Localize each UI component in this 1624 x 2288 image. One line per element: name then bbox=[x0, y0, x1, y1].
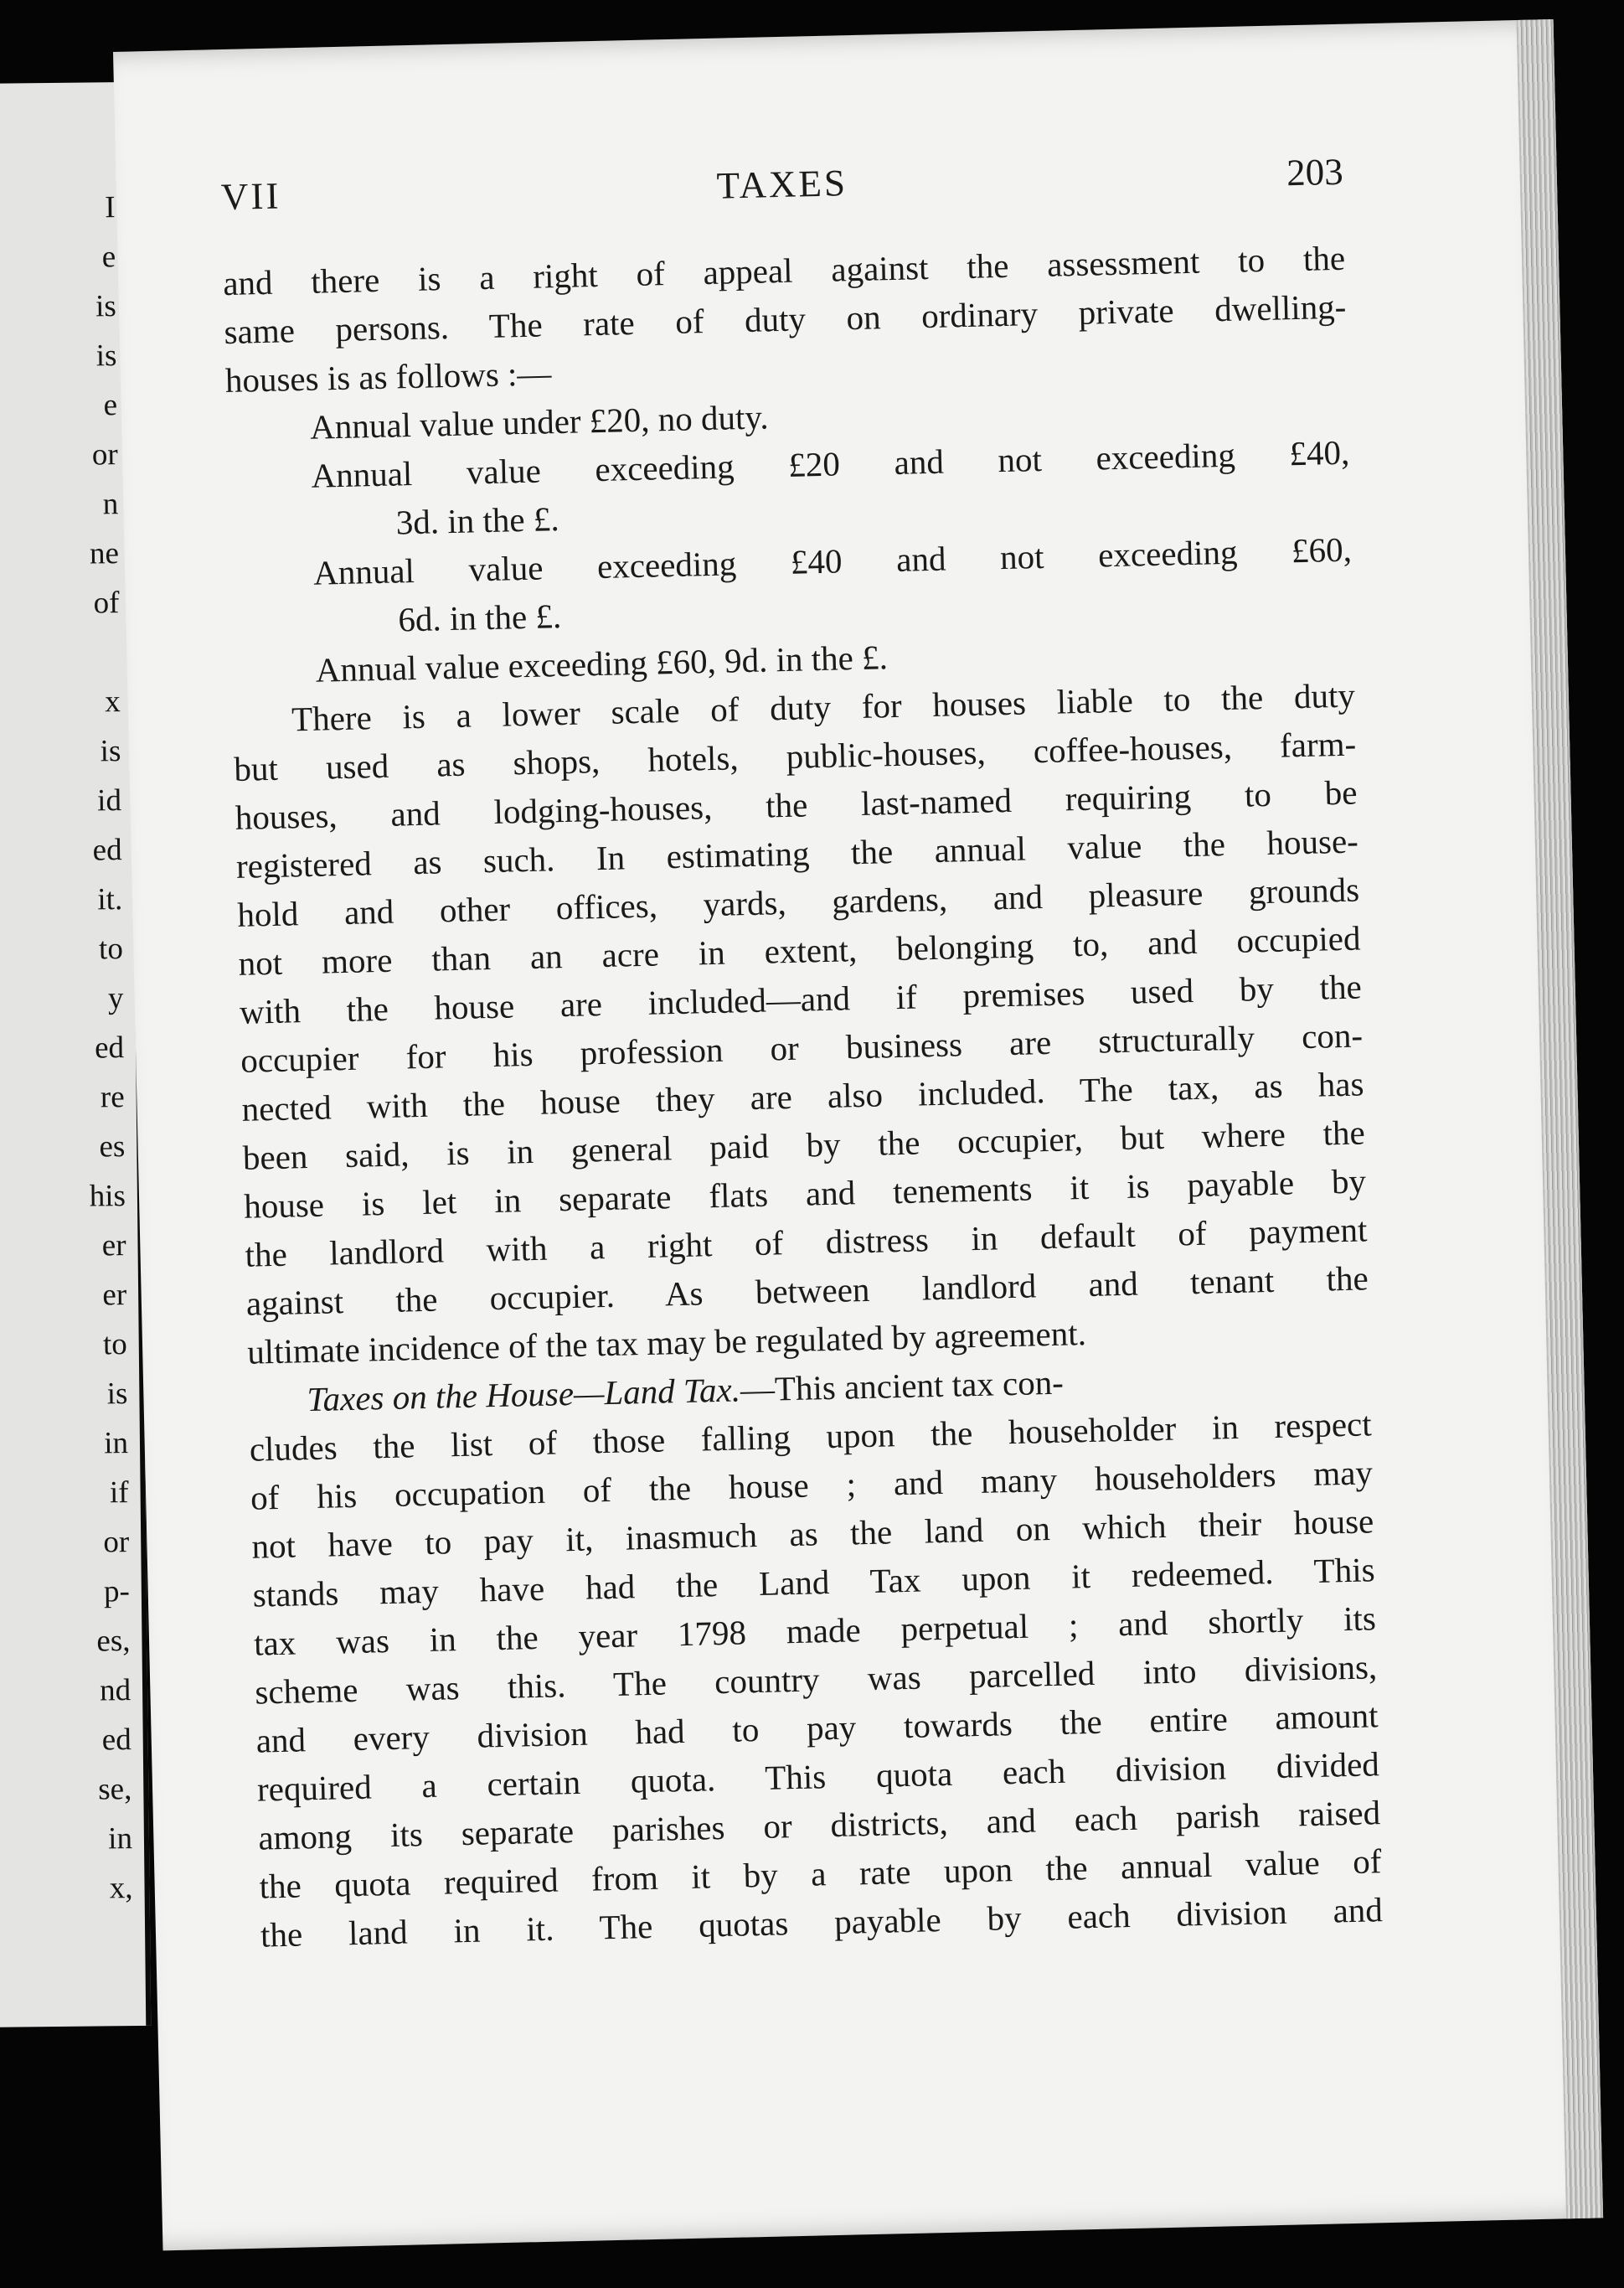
facing-page-fragment: e bbox=[101, 240, 116, 275]
text-line: not more than an acre in extent, belonging to, and occupied bbox=[238, 918, 1361, 983]
text-line: and every division had to pay towards the entire amount bbox=[255, 1696, 1379, 1760]
page-edge bbox=[1517, 19, 1604, 2218]
facing-page-fragment: his bbox=[89, 1179, 126, 1214]
text-line: been said, is in general paid by the occupier, but where the bbox=[242, 1113, 1366, 1177]
facing-page-fragment: n bbox=[102, 487, 119, 522]
facing-page-fragment: if bbox=[109, 1475, 129, 1511]
facing-page-fragment: of bbox=[93, 586, 120, 621]
text-line: Annual value exceeding £60, 9d. in the £. bbox=[315, 638, 889, 689]
facing-page-fragment: ed bbox=[94, 1030, 125, 1066]
text-line: houses is as follows :— bbox=[224, 354, 552, 400]
facing-page-fragment: er bbox=[101, 1228, 126, 1263]
facing-page-fragment: x, bbox=[109, 1871, 133, 1906]
text-line: ultimate incidence of the tax may be regulated by agreement. bbox=[246, 1314, 1087, 1371]
facing-page-fragment: y bbox=[107, 981, 124, 1016]
section-lead: —This ancient tax con- bbox=[740, 1362, 1065, 1409]
text-line: the landlord with a right of distress in default of payment bbox=[245, 1210, 1368, 1274]
facing-page-fragment: is bbox=[95, 289, 117, 324]
facing-page-fragment: e bbox=[103, 388, 118, 423]
facing-page-fragment: es, bbox=[96, 1624, 131, 1659]
text-line: among its separate parishes or districts, and each parish raised bbox=[257, 1793, 1381, 1857]
text-line: with the house are included—and if premises used by the bbox=[239, 967, 1363, 1031]
text-line: Annual value exceeding £40 and not exceeding £60, bbox=[312, 529, 1353, 592]
text-line: the quota required from it by a rate upon the annual value of bbox=[259, 1841, 1382, 1906]
facing-page-fragment: or bbox=[103, 1525, 130, 1560]
facing-page-fragment: to bbox=[102, 1327, 127, 1362]
section-heading: Taxes on the House—Land Tax. bbox=[307, 1370, 741, 1419]
text-line: tax was in the year 1798 made perpetual ; and shortly its bbox=[253, 1599, 1377, 1663]
facing-page-fragment: x bbox=[105, 684, 121, 720]
facing-page-fragment: se, bbox=[98, 1772, 132, 1807]
facing-page-fragment: p- bbox=[103, 1574, 131, 1609]
text-line: and there is a right of appeal against the assessment to the bbox=[222, 238, 1346, 303]
facing-page-fragment: in bbox=[104, 1426, 129, 1461]
facing-page-fragment: es bbox=[99, 1129, 126, 1165]
facing-page-fragment: or bbox=[91, 437, 118, 473]
facing-page-fragment: is bbox=[95, 338, 117, 374]
text-line: same persons. The rate of duty on ordinary private dwelling- bbox=[224, 287, 1347, 352]
text-line: cludes the list of those falling upon the householder in respect bbox=[249, 1404, 1373, 1469]
text-line: Annual value under £20, no duty. bbox=[309, 397, 769, 447]
text-line: the land in it. The quotas payable by each division and bbox=[260, 1890, 1384, 1955]
facing-page-fragment: re bbox=[100, 1080, 125, 1115]
text-line: scheme was this. The country was parcelled into divisions, bbox=[254, 1647, 1378, 1712]
facing-page-fragment: er bbox=[102, 1278, 127, 1313]
facing-page-fragment: in bbox=[107, 1821, 133, 1857]
text-line: against the occupier. As between landlord and tenant the bbox=[245, 1258, 1369, 1323]
text-line: stands may have had the Land Tax upon it redeemed. This bbox=[252, 1550, 1376, 1614]
facing-page-fragment: ed bbox=[101, 1722, 131, 1758]
facing-page-fragment: ne bbox=[89, 536, 120, 571]
text-line: not have to pay it, inasmuch as the land on which their house bbox=[250, 1501, 1374, 1566]
text-line: Annual value exceeding £20 and not exceeding £40, bbox=[311, 432, 1350, 495]
book-page bbox=[113, 19, 1603, 2250]
facing-page-fragment: is bbox=[100, 734, 121, 769]
text-line: houses, and lodging-houses, the last-named requiring to be bbox=[235, 772, 1358, 837]
text-line: registered as such. In estimating the annual value the house- bbox=[235, 821, 1359, 886]
text-line: nected with the house they are also included. The tax, as has bbox=[241, 1064, 1364, 1129]
text-line: required a certain quota. This quota each division divided bbox=[256, 1744, 1380, 1809]
chapter-number: VII bbox=[220, 174, 281, 219]
facing-page-fragment: is bbox=[106, 1376, 128, 1412]
text-line: house is let in separate flats and tenements it is payable by bbox=[243, 1161, 1367, 1226]
page-number: 203 bbox=[1286, 150, 1344, 194]
facing-page-fragment bbox=[84, 628, 121, 677]
facing-page-fragment: it. bbox=[97, 882, 123, 917]
facing-page-fragment: ed bbox=[92, 833, 122, 868]
text-line: occupier for his profession or business are structurally con- bbox=[240, 1015, 1364, 1080]
text-line: There is a lower scale of duty for houses liable to the duty bbox=[291, 675, 1356, 739]
facing-page-fragment: id bbox=[96, 783, 122, 819]
text-line: hold and other offices, yards, gardens, and pleasure grounds bbox=[236, 870, 1360, 934]
facing-page-fragment: I bbox=[105, 190, 116, 225]
facing-page-fragment: nd bbox=[99, 1673, 131, 1708]
text-line: of his occupation of the house ; and many householders may bbox=[250, 1453, 1374, 1517]
text-line: but used as shops, hotels, public-houses, coffee-houses, farm- bbox=[233, 724, 1357, 788]
facing-page-fragment: to bbox=[98, 932, 124, 967]
running-title: TAXES bbox=[716, 162, 848, 207]
text-line: 3d. in the £. bbox=[395, 499, 560, 542]
body-text bbox=[223, 234, 1384, 1960]
running-header bbox=[220, 150, 1343, 225]
text-line: 6d. in the £. bbox=[397, 597, 562, 639]
